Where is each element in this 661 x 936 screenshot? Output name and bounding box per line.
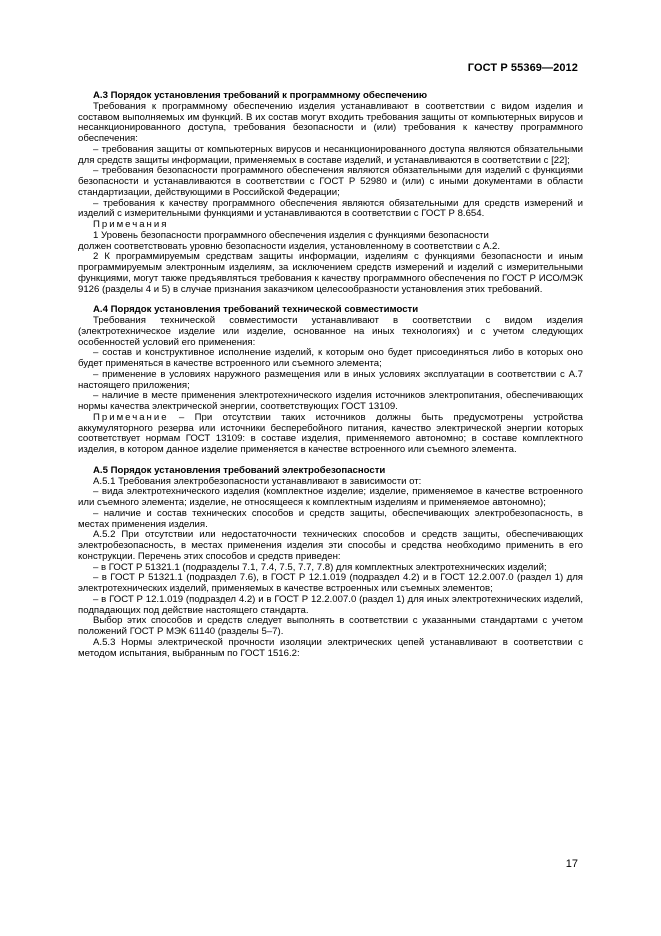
note-1-line-2: должен соответствовать уровню безопасности изделия, установленному в соответствии с А.2. xyxy=(78,240,501,252)
section-a3-title: А.3 Порядок установления требований к программному обеспечению xyxy=(93,90,428,101)
note-2: 2 К программируемым средствам защиты информации, изделиям с функциями безопасности и иным программируемым электронным изделиям, за исключением средств измерений и изделий с измерительными функциями, могут также предъявляться требования к качеству программного обеспечения по ГОСТ Р ИСО/МЭК 9126 (разделы 4 и 5) в случае признания заказчиком целесообразности установления этих требований. xyxy=(78,251,583,295)
paragraph-a5-1: А.5.1 Требования электробезопасности устанавливают в зависимости от: xyxy=(93,475,422,487)
note-text: – При отсутствии таких источников должны быть предусмотрены устройства аккумуляторного резерва или источники бесперебойного питания, качество электрической энергии которых соответствует нормам ГОСТ 13109: в составе изделия, применяемого автономно; в составе комплектного изделия, в котором данное изделие применяется в качестве встроенного или съемного элемента. xyxy=(78,411,583,455)
section-a5 xyxy=(78,466,583,660)
note-label: Примечание xyxy=(93,411,169,423)
list-item: – вида электротехнического изделия (комплектное изделие; изделие, применяемое в качестве встроенного или съемного элемента; изделие, не относящееся к комплектным изделиям и применяемое автономно); xyxy=(78,486,583,508)
note xyxy=(78,413,583,456)
page-content xyxy=(78,91,583,659)
list-item: – в ГОСТ Р 51321.1 (подразделы 7.1, 7.4, 7.5, 7.7, 7.8) для комплектных электротехнических изделий; xyxy=(93,561,547,573)
paragraph-a5-2: А.5.2 При отсутствии или недостаточности технических способов и средств защиты, обеспечивающих электробезопасность, в местах применения изделия эти способы и средства необходимо применить в его конструкции. Перечень этих способов и средств приведен: xyxy=(78,529,583,562)
paragraph: Требования технической совместимости устанавливают в соответствии с видом изделия (электротехническое изделие или изделие, основанное на иных технологиях) и с учетом следующих особенностей условий его применения: xyxy=(78,315,583,348)
section-a5-title: А.5 Порядок установления требований электробезопасности xyxy=(93,464,386,476)
list-item: – в ГОСТ Р 51321.1 (подраздел 7.6), в ГОСТ Р 12.1.019 (подраздел 4.2) и в ГОСТ 12.2.007.0 (раздел 1) для электротехнических изделий, применяемых в качестве встроенных или съемных элементов; xyxy=(78,572,583,594)
list-item: – состав и конструктивное исполнение изделий, к которым оно будет присоединяться либо в которых оно будет применяться в качестве встроенного или съемного элемента; xyxy=(78,347,583,369)
notes-label: Примечания xyxy=(93,219,169,230)
list-item: – требования безопасности программного обеспечения являются обязательными для изделий с функциями безопасности и устанавливаются в соответствии с ГОСТ Р 52980 и (или) с иными документами в области стандартизации, действующими в Российской Федерации; xyxy=(78,165,583,198)
paragraph: Выбор этих способов и средств следует выполнять в соответствии с указанными стандартами с учетом положений ГОСТ Р МЭК 61140 (разделы 5–7). xyxy=(78,615,583,637)
list-item: – требования к качеству программного обеспечения являются обязательными для средств измерений и изделий с измерительными функциями и устанавливаются в соответствии с ГОСТ Р 8.654. xyxy=(78,197,583,220)
paragraph: Требования к программному обеспечению изделия устанавливают в соответствии с видом изделия и составом выполняемых им функций. В их состав могут входить требования защиты от компьютерных вирусов и несанкционированного доступа, требования безопасности и (или) требования к качеству программного обеспечения: xyxy=(78,100,583,144)
list-item: – требования защиты от компьютерных вирусов и несанкционированного доступа являются обязательными для средств защиты информации, применяемых в составе изделий, и устанавливаются в соответствии с [22]; xyxy=(78,143,583,166)
list-item: – наличие и состав технических способов и средств защиты, обеспечивающих электробезопасность, в местах применения изделия. xyxy=(78,507,583,530)
list-item: – применение в условиях наружного размещения или в иных условиях эксплуатации в соответствии с А.7 настоящего приложения; xyxy=(78,368,583,391)
section-a4-title: А.4 Порядок установления требований технической совместимости xyxy=(93,304,419,316)
document-code-header: ГОСТ Р 55369—2012 xyxy=(467,62,578,74)
list-item: – в ГОСТ Р 12.1.019 (подраздел 4.2) и в ГОСТ Р 12.2.007.0 (раздел 1) для иных электротехнических изделий, подпадающих под действие настоящего стандарта. xyxy=(78,593,583,616)
page-number: 17 xyxy=(565,858,578,870)
note-1-line-1: 1 Уровень безопасности программного обеспечения изделия с функциями безопасности xyxy=(93,229,489,241)
section-a3 xyxy=(78,91,583,295)
paragraph-a5-3: А.5.3 Нормы электрической прочности изоляции электрических цепей устанавливают в соответствии с методом испытания, выбранным по ГОСТ 1516.2: xyxy=(78,636,583,659)
section-a4 xyxy=(78,305,583,456)
list-item: – наличие в месте применения электротехнического изделия источников электропитания, обеспечивающих нормы качества электрической энергии, соответствующих ГОСТ 13109. xyxy=(78,390,583,412)
